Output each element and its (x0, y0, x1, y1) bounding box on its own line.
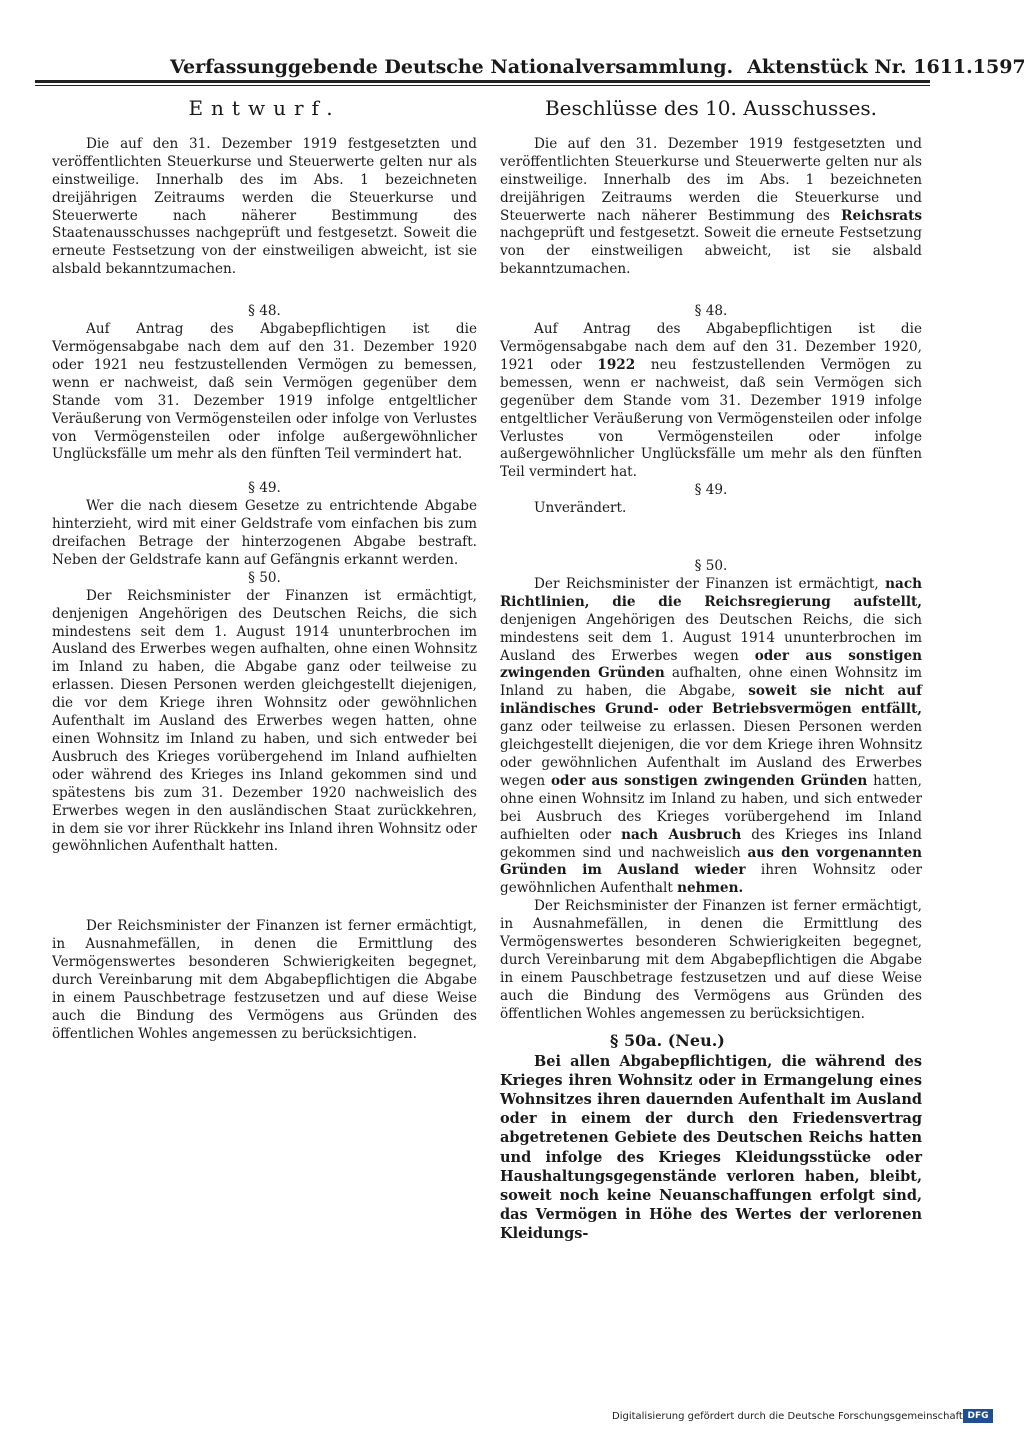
section-text-50-paragraph-2: Der Reichsminister der Finanzen ist ferner ermächtigt, in Ausnahmefällen, in denen die Ermittlung des Vermögenswertes besonderen Schwierigkeiten begegnet, durch Vereinbarung mit dem Abgabepflichtigen die Abgabe in einem Pauschbetrage festzusetzen und auf diese Weise auch die Bindung des Vermögens aus Gründen des öffentlichen Wohles angemessen zu berücksichtigen. (52, 918, 477, 1042)
amendment-highlight: aus den vorgenannten Gründen im Ausland wieder (500, 844, 922, 879)
section-title-48-revised: § 48. (694, 303, 728, 320)
amendment-highlight: nach Richtlinien, die die Reichsregierung aufstellt, (500, 575, 922, 610)
amendment-highlight: nehmen. (677, 880, 744, 897)
column-heading-resolutions: Beschlüsse des 10. Ausschusses. (544, 96, 878, 120)
section-text-49: Wer die nach diesem Gesetze zu entrichtende Abgabe hinterzieht, wird mit einer Geldstrafe vom einfachen bis zum dreifachen Betrage der hinterzogenen Abgabe bestraft. Neben der Geldstrafe kann auf Gefängnis erkannt werden. (52, 498, 477, 568)
amendment-highlight: oder aus sonstigen zwingenden Gründen (500, 647, 922, 682)
section-text-48: Auf Antrag des Abgabepflichtigen ist die Vermögensabgabe nach dem auf den 31. Dezember 1920 oder 1921 neu festzustellenden Vermögen zu bemessen, wenn er nachweist, daß sein Vermögen gegenüber dem Stande vom 31. Dezember 1919 infolge entgeltlicher Veräußerung von Vermögensteilen oder infolge von Verlustes von Vermögensteilen oder infolge außergewöhnlicher Unglücksfälle um mehr als den fünften Teil vermindert hat. (52, 321, 477, 463)
section-title-48: § 48. (248, 303, 281, 320)
column-heading-draft: Entwurf. (188, 96, 341, 120)
section-title-50-revised: § 50. (694, 558, 728, 575)
digitization-credit: Digitalisierung gefördert durch die Deutsche Forschungsgemeinschaft (612, 1411, 963, 1422)
amendment-highlight: nach Ausbruch (621, 826, 742, 843)
page-number: 1597 (972, 56, 1026, 78)
section-title-49-revised: § 49. (694, 482, 728, 499)
section-title-49: § 49. (248, 480, 281, 497)
section-text-49-revised: Unverändert. (534, 500, 627, 517)
amendment-highlight: Reichsrats (841, 207, 922, 224)
amendment-highlight: oder aus sonstigen zwingenden Gründen (550, 772, 868, 789)
amendment-highlight: soweit sie nicht auf inländisches Grund- oder Betriebsvermögen entfällt, (500, 683, 922, 718)
section-text-48-revised: Auf Antrag des Abgabepflichtigen ist die Vermögensabgabe nach dem auf den 31. Dezember 1920, 1921 oder 1922 neu festzustellenden Vermögen zu bemessen, wenn er nachweist, daß sein Vermögen sich gegenüber dem Stande vom 31. Dezember 1919 infolge entgeltlicher Veräußerung von Vermögensteilen oder infolge Verlustes von Vermögensteilen oder infolge außergewöhnlicher Unglücksfälle um mehr als den fünften Teil vermindert hat. (500, 321, 922, 481)
section-text-50a-new: Bei allen Abgabepflichtigen, die während des Krieges ihren Wohnsitz oder in Ermangelung eines Wohnsitzes ihren dauernden Aufenthalt im Ausland oder in einem der durch den Friedensvertrag abgetretenen Gebiete des Deutschen Reichs hatten und infolge des Krieges Kleidungsstücke oder Haushaltungsgegenstände verloren haben, bleibt, soweit noch keine Neuanschaffungen erfolgt sind, das Vermögen in Höhe des Wertes der verlorenen Kleidungs- (500, 1052, 922, 1243)
header-title: Verfassunggebende Deutsche Nationalversammlung. (170, 56, 734, 78)
header-rule-thick (35, 80, 930, 83)
header-rule-thin (35, 85, 930, 86)
document-number: Aktenstück Nr. 1611. (747, 56, 973, 78)
paragraph-intro-revised: Die auf den 31. Dezember 1919 festgesetzten und veröffentlichten Steuerkurse und Steuerwerte gelten nur als einstweilige. Innerhalb des im Abs. 1 bezeichneten dreijährigen Zeitraums werden die Steuerkurse und Steuerwerte nach näherer Bestimmung des Reichsrats nachgeprüft und festgesetzt. Soweit die erneute Festsetzung von der einstweiligen abweicht, ist sie alsbald bekanntzumachen. (500, 135, 922, 278)
section-text-50-revised-paragraph-1: Der Reichsminister der Finanzen ist ermächtigt, nach Richtlinien, die die Reichsregierung aufstellt, denjenigen Angehörigen des Deutschen Reichs, die sich mindestens seit dem 1. August 1914 ununterbrochen im Ausland des Erwerbes wegen oder aus sonstigen zwingenden Gründen aufhalten, ohne einen Wohnsitz im Inland zu haben, die Abgabe, soweit sie nicht auf inländisches Grund- oder Betriebsvermögen entfällt, ganz oder teilweise zu erlassen. Diesen Personen werden gleichgestellt diejenigen, die vor dem Kriege ihren Wohnsitz oder gewöhnlichen Aufenthalt im Ausland des Erwerbes wegen oder aus sonstigen zwingenden Gründen hatten, ohne einen Wohnsitz im Inland zu haben, und sich entweder bei Ausbruch des Krieges vorübergehend im Inland aufhielten oder nach Ausbruch des Krieges ins Inland gekommen sind und nachweislich aus den vorgenannten Gründen im Ausland wieder ihren Wohnsitz oder gewöhnlichen Aufenthalt nehmen. (500, 575, 922, 897)
section-text-50-revised-paragraph-2: Der Reichsminister der Finanzen ist ferner ermächtigt, in Ausnahmefällen, in denen die Ermittlung des Vermögenswertes besonderen Schwierigkeiten begegnet, durch Vereinbarung mit dem Abgabepflichtigen die Abgabe in einem Pauschbetrage festzusetzen und auf diese Weise auch die Bindung des Vermögens aus Gründen des öffentlichen Wohles angemessen zu berücksichtigen. (500, 898, 922, 1022)
dfg-logo: DFG (963, 1409, 993, 1423)
section-title-50: § 50. (248, 569, 281, 586)
page-header (170, 56, 1026, 78)
section-title-50a-new: § 50a. (Neu.) (610, 1030, 725, 1050)
column-committee-resolutions (500, 96, 922, 1244)
amendment-highlight: 1922 (597, 356, 636, 373)
column-draft (52, 96, 477, 1044)
paragraph-intro: Die auf den 31. Dezember 1919 festgesetzten und veröffentlichten Steuerkurse und Steuerwerte gelten nur als einstweilige. Innerhalb des im Abs. 1 bezeichneten dreijährigen Zeitraums werden die Steuerkurse und Steuerwerte nach näherer Bestimmung des Staatenausschusses nachgeprüft und festgesetzt. Soweit die erneute Festsetzung von der einstweiligen abweicht, ist sie alsbald bekanntzumachen. (52, 135, 477, 278)
section-text-50-paragraph-1: Der Reichsminister der Finanzen ist ermächtigt, denjenigen Angehörigen des Deutschen Reichs, die sich mindestens seit dem 1. August 1914 ununterbrochen im Ausland des Erwerbes wegen aufhalten, ohne einen Wohnsitz im Inland zu haben, die Abgabe ganz oder teilweise zu erlassen. Diesen Personen werden gleichgestellt diejenigen, die vor dem Kriege ihren Wohnsitz oder gewöhnlichen Aufenthalt im Ausland des Erwerbes wegen hatten, ohne einen Wohnsitz im Inland zu haben, und sich entweder bei Ausbruch des Krieges vorübergehend im Inland aufhielten oder während des Krieges ins Inland gekommen sind und spätestens bis zum 31. Dezember 1920 nachweislich des Erwerbes wegen in den ausländischen Staat zurückkehren, in dem sie vor ihrer Rückkehr ins Inland ihren Wohnsitz oder gewöhnlichen Aufenthalt hatten. (52, 587, 477, 855)
